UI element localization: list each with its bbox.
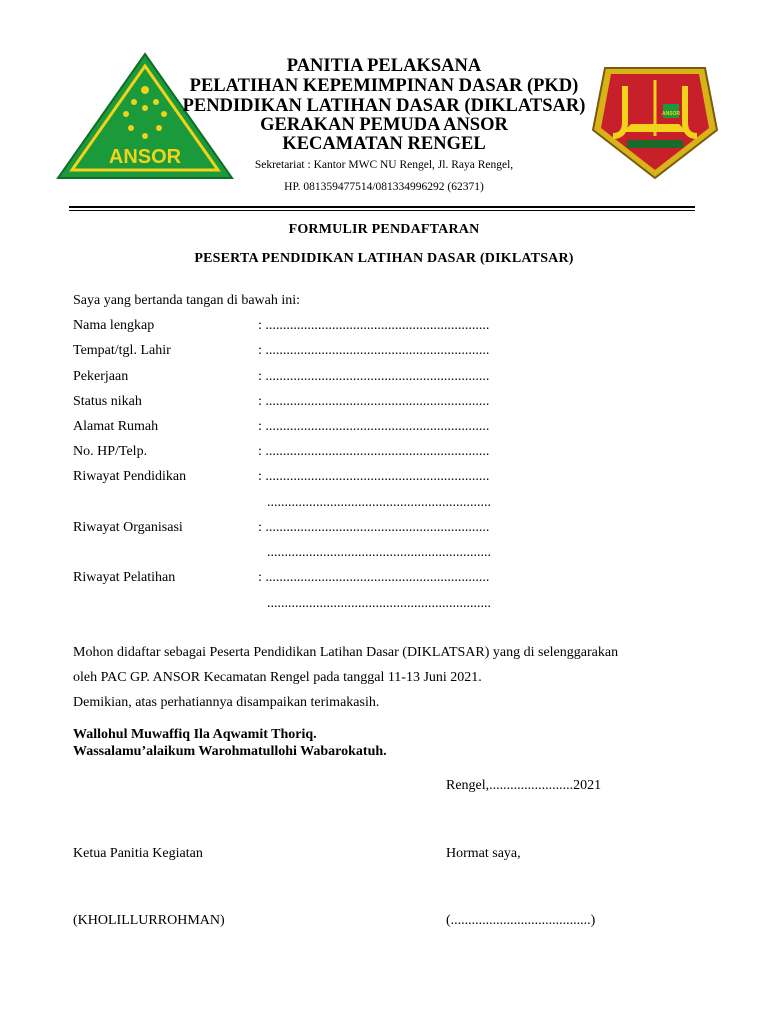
field-label-hp: No. HP/Telp. [73, 444, 148, 459]
header-line-1: PANITIA PELAKSANA [286, 56, 482, 76]
form-title: FORMULIR PENDAFTARAN [288, 222, 480, 237]
header-address: Sekretariat : Kantor MWC NU Rengel, Jl. Raya Rengel, [254, 159, 514, 171]
header-line-5: KECAMATAN RENGEL [282, 134, 486, 154]
field-value-hp[interactable]: : ................................................................ [258, 444, 490, 459]
field-label-alamat: Alamat Rumah [73, 419, 159, 434]
closing-line-2: Wassalamu’alaikum Warohmatullohi Wabarokatuh. [73, 744, 387, 759]
field-label-organisasi: Riwayat Organisasi [73, 520, 183, 535]
sign-left-name: (KHOLILLURROHMAN) [73, 913, 225, 928]
field-label-ttl: Tempat/tgl. Lahir [73, 343, 171, 358]
field-value-pekerjaan[interactable]: : ................................................................ [258, 369, 490, 384]
field-value-status[interactable]: : ................................................................ [258, 394, 490, 409]
field-value-pendidikan-cont[interactable]: ................................................................ [267, 495, 491, 510]
place-date[interactable]: Rengel,........................2021 [446, 778, 602, 793]
logo-left-wordmark: ANSOR [108, 146, 182, 168]
intro-text: Saya yang bertanda tangan di bawah ini: [73, 293, 301, 308]
shield-wings [623, 124, 687, 132]
header-line-2: PELATIHAN KEPEMIMPINAN DASAR (PKD) [189, 76, 579, 96]
logo-right-wordmark: ANSOR [661, 111, 681, 117]
sign-left-role: Ketua Panitia Kegiatan [73, 846, 203, 861]
field-value-organisasi[interactable]: : ................................................................ [258, 520, 490, 535]
header-line-3: PENDIDIKAN LATIHAN DASAR (DIKLATSAR) [182, 96, 586, 116]
sign-right-name[interactable]: (........................................) [446, 913, 596, 928]
header-phone: HP. 081359477514/081334996292 (62371) [284, 181, 484, 193]
body-paragraph-3: Demikian, atas perhatiannya disampaikan terimakasih. [73, 695, 380, 710]
closing-line-1: Wallohul Muwaffiq Ila Aqwamit Thoriq. [73, 727, 317, 742]
field-value-alamat[interactable]: : ................................................................ [258, 419, 490, 434]
field-label-pekerjaan: Pekerjaan [73, 369, 129, 384]
field-value-ttl[interactable]: : ................................................................ [258, 343, 490, 358]
body-paragraph-1: Mohon didaftar sebagai Peserta Pendidikan Latihan Dasar (DIKLATSAR) yang di selenggarakan [73, 645, 619, 660]
header-rule-thick [69, 206, 695, 208]
field-value-nama[interactable]: : ................................................................ [258, 318, 490, 333]
field-value-pendidikan[interactable]: : ................................................................ [258, 469, 490, 484]
header-rule-thin [69, 210, 695, 211]
field-label-pendidikan: Riwayat Pendidikan [73, 469, 187, 484]
field-value-organisasi-cont[interactable]: ................................................................ [267, 545, 491, 560]
field-label-pelatihan: Riwayat Pelatihan [73, 570, 176, 585]
sign-right-role: Hormat saya, [446, 846, 521, 861]
field-value-pelatihan-cont[interactable]: ................................................................ [267, 596, 491, 611]
header-line-4: GERAKAN PEMUDA ANSOR [260, 115, 508, 135]
form-subtitle: PESERTA PENDIDIKAN LATIHAN DASAR (DIKLATSAR) [194, 251, 574, 266]
field-label-status: Status nikah [73, 394, 142, 409]
field-value-pelatihan[interactable]: : ................................................................ [258, 570, 490, 585]
body-paragraph-2: oleh PAC GP. ANSOR Kecamatan Rengel pada tanggal 11-13 Juni 2021. [73, 670, 482, 685]
shield-banner [627, 140, 683, 148]
field-label-nama: Nama lengkap [73, 318, 155, 333]
